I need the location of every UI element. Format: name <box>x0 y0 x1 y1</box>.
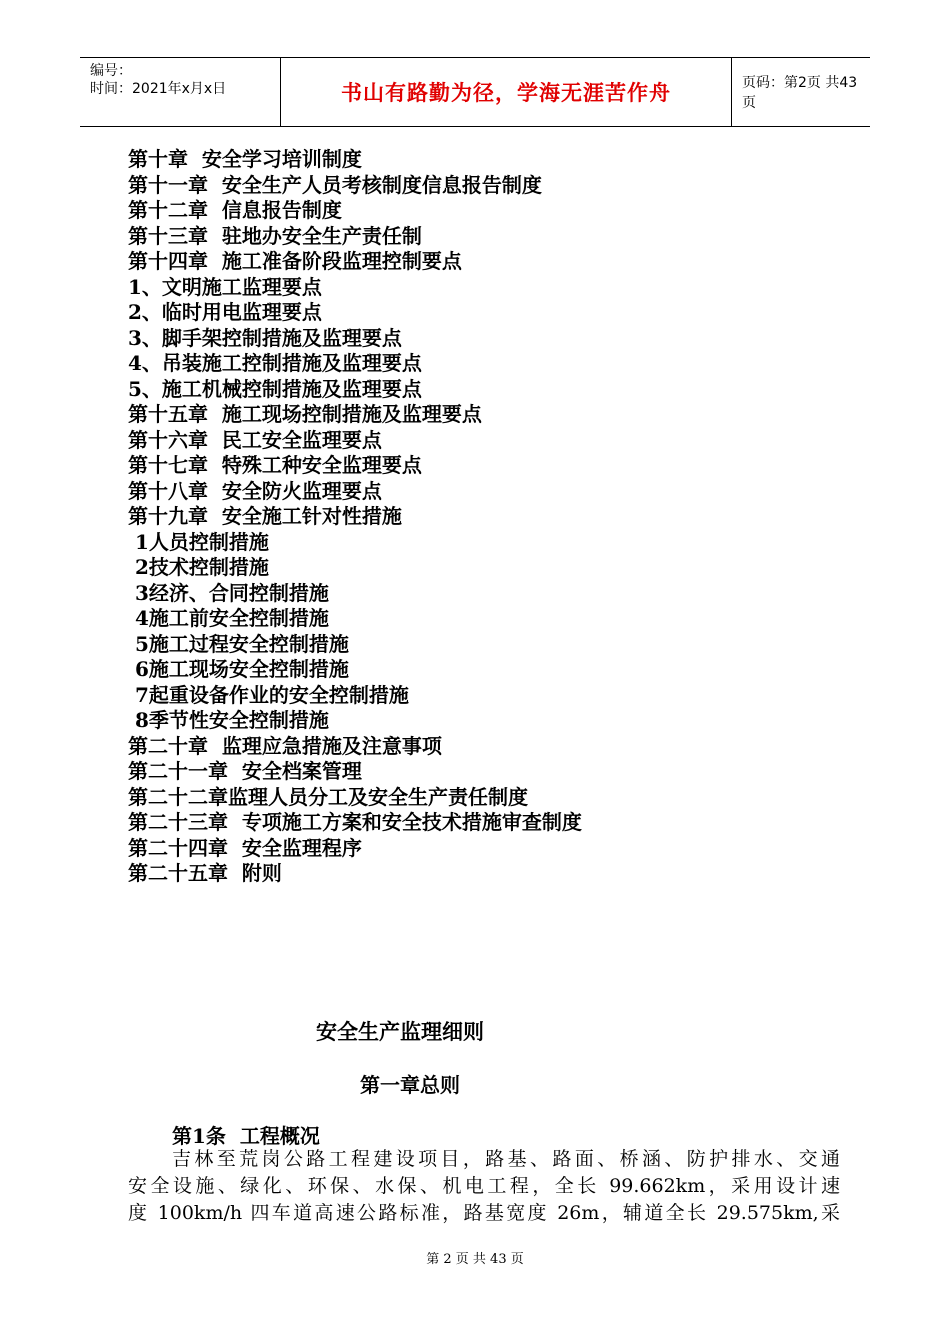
toc-item: 3、脚手架控制措施及监理要点 <box>128 325 402 350</box>
toc-item: 7起重设备作业的安全控制措施 <box>128 682 409 707</box>
toc-item: 第二十五章 附则 <box>128 861 282 885</box>
document-time-label: 时间：2021年x月x日 <box>90 81 227 97</box>
header-motto: 书山有路勤为径，学海无涯苦作舟 <box>341 81 671 105</box>
toc-item: 1人员控制措施 <box>128 529 269 554</box>
toc-item: 2、临时用电监理要点 <box>128 300 322 324</box>
toc-item: 5施工过程安全控制措施 <box>128 631 349 656</box>
toc-item: 2技术控制措施 <box>128 555 269 579</box>
toc-item: 第十九章 安全施工针对性措施 <box>128 504 402 528</box>
chapter-title: 第一章总则 <box>360 1073 460 1097</box>
toc-item: 第二十四章 安全监理程序 <box>128 835 362 860</box>
toc-item: 第十三章 驻地办安全生产责任制 <box>128 223 422 248</box>
toc-item: 6施工现场安全控制措施 <box>128 657 349 681</box>
toc-item: 第十二章 信息报告制度 <box>128 198 342 222</box>
toc-item: 1、文明施工监理要点 <box>128 274 322 299</box>
article-title: 第1条 工程概况 <box>172 1124 320 1148</box>
page-footer: 第 2 页 共 43 页 <box>426 1252 524 1267</box>
table-of-contents <box>128 147 582 887</box>
header-page-code: 页码：第2页 共43页 <box>742 75 858 111</box>
toc-item: 第二十二章监理人员分工及安全生产责任制度 <box>128 784 528 809</box>
toc-item: 第十六章 民工安全监理要点 <box>128 427 382 452</box>
document-number-label: 编号： <box>90 63 132 79</box>
header-meta <box>80 58 280 126</box>
document-title: 安全生产监理细则 <box>316 1019 484 1044</box>
toc-item: 第十四章 施工准备阶段监理控制要点 <box>128 249 462 273</box>
toc-item: 第二十三章 专项施工方案和安全技术措施审查制度 <box>128 810 582 834</box>
body-paragraph <box>128 1146 840 1227</box>
paragraph-line: 安全设施、绿化、环保、水保、机电工程，全长 99.662km，采用设计速 <box>128 1175 840 1197</box>
toc-item: 第十八章 安全防火监理要点 <box>128 478 382 503</box>
toc-item: 3经济、合同控制措施 <box>128 580 329 605</box>
toc-item: 第二十章 监理应急措施及注意事项 <box>128 733 442 758</box>
paragraph-line: 度 100km/h 四车道高速公路标准，路基宽度 26m，辅道全长 29.575km,采 <box>128 1202 840 1224</box>
toc-item: 第十章 安全学习培训制度 <box>128 147 362 171</box>
toc-item: 4、吊装施工控制措施及监理要点 <box>128 351 422 375</box>
toc-item: 4施工前安全控制措施 <box>128 606 329 630</box>
toc-item: 第二十一章 安全档案管理 <box>128 759 362 783</box>
toc-item: 第十七章 特殊工种安全监理要点 <box>128 453 422 477</box>
toc-item: 8季节性安全控制措施 <box>128 708 329 732</box>
toc-item: 第十五章 施工现场控制措施及监理要点 <box>128 402 482 426</box>
paragraph-line: 吉林至荒岗公路工程建设项目，路基、路面、桥涵、防护排水、交通 <box>172 1148 840 1170</box>
page-header <box>80 57 870 127</box>
toc-item: 5、施工机械控制措施及监理要点 <box>128 376 422 401</box>
toc-item: 第十一章 安全生产人员考核制度信息报告制度 <box>128 172 542 197</box>
header-motto-cell <box>280 58 732 126</box>
